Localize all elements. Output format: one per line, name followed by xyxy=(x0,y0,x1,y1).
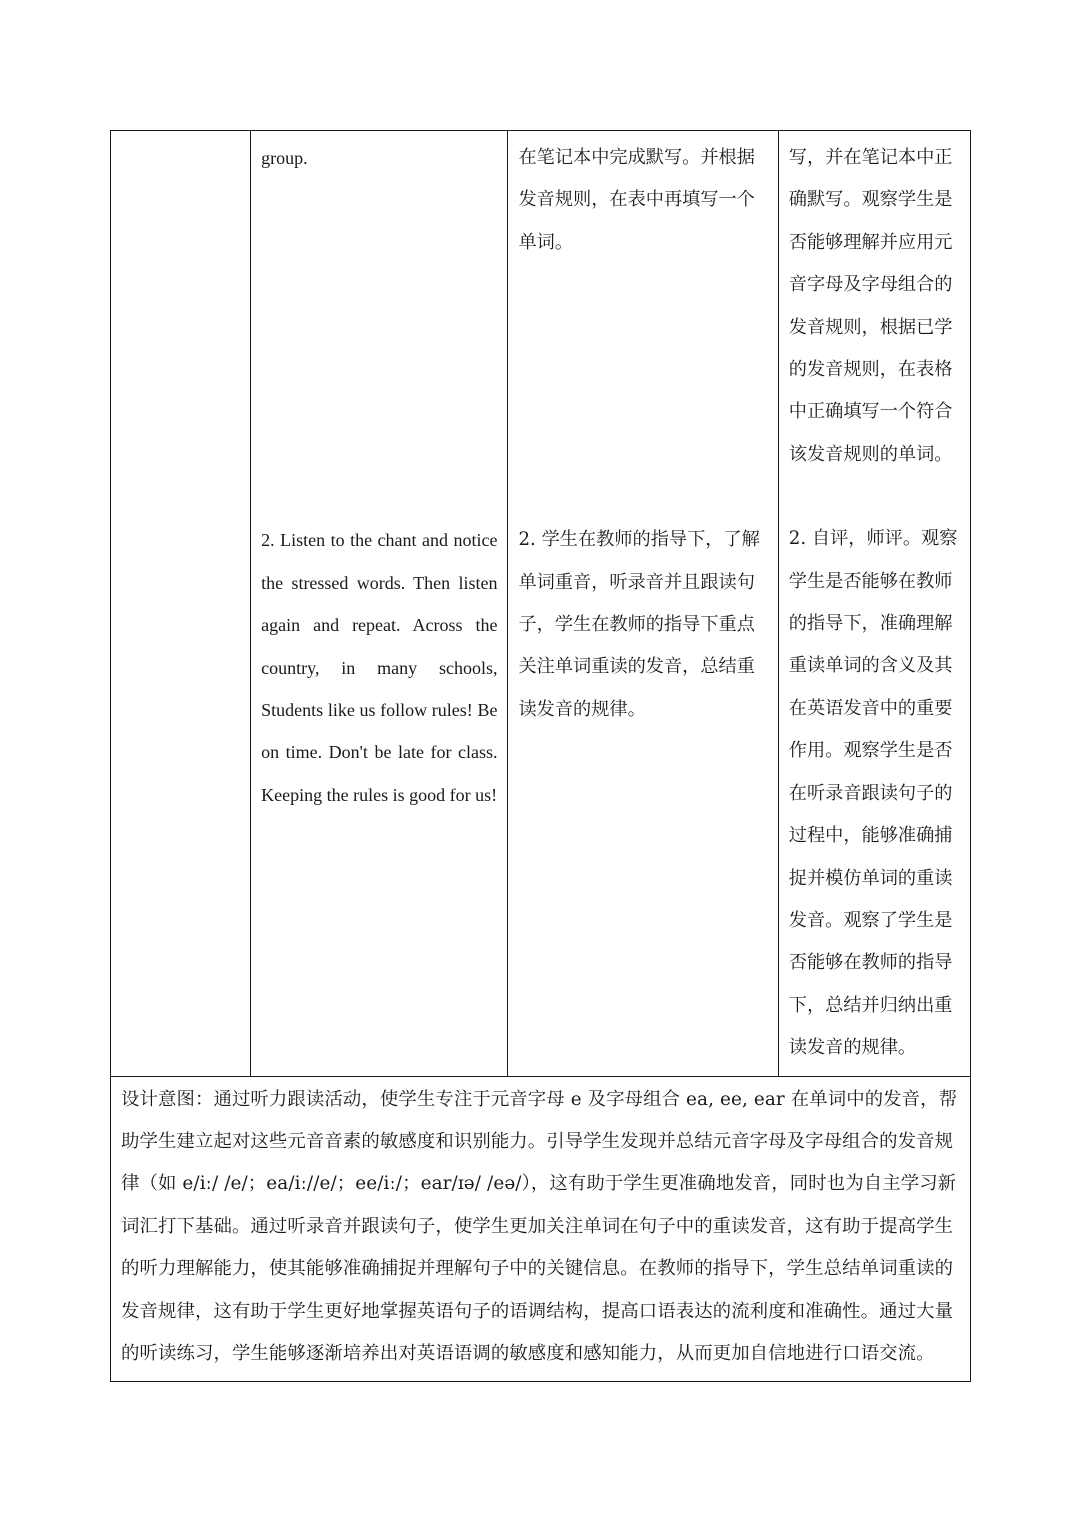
student-activity-part1: 在笔记本中完成默写。并根据发音规则，在表中再填写一个单词。 xyxy=(518,147,755,253)
lesson-plan-table xyxy=(110,130,971,1382)
stage-cell xyxy=(111,131,251,1077)
teaching-content-part1: group. xyxy=(261,148,308,168)
student-activity-cell xyxy=(508,131,778,1077)
assessment-part2: 2. 自评，师评。观察学生是否能够在教师的指导下，准确理解重读单词的含义及其在英语发音中的重要作用。观察学生是否在听录音跟读句子的过程中，能够准确捕捉并模仿单词的重读发音。观察了学生是否能够在教师的指导下，总结并归纳出重读发音的规律。 xyxy=(788,528,958,1059)
design-intent-cell xyxy=(111,1076,971,1382)
assessment-cell xyxy=(778,131,970,1077)
teaching-content-part2: 2. Listen to the chant and notice the stressed words. Then listen again and repeat. Across the country, in many schools, Students like us follow rules! Be on time. Don't be late for class. Keeping the rules is good for us! xyxy=(261,530,498,805)
activity-row xyxy=(111,131,971,1077)
student-activity-part2: 2. 学生在教师的指导下，了解单词重音，听录音并且跟读句子，学生在教师的指导下重点关注单词重读的发音，总结重读发音的规律。 xyxy=(518,529,760,720)
design-intent-text: 设计意图：通过听力跟读活动，使学生专注于元音字母 e 及字母组合 ea, ee, ear 在单词中的发音，帮助学生建立起对这些元音音素的敏感度和识别能力。引导学生发现并总结元音字母及字母组合的发音规律（如 e/iː/ /e/；ea/iː//e/；ee/iː/；ear/ɪə/ /eə/），这有助于学生更准确地发音，同时也为自主学习新词汇打下基础。通过听录音并跟读句子，使学生更加关注单词在句子中的重读发音，这有助于提高学生的听力理解能力，使其能够准确捕捉并理解句子中的关键信息。在教师的指导下，学生总结单词重读的发音规律，这有助于学生更好地掌握英语句子的语调结构，提高口语表达的流利度和准确性。通过大量的听读练习，学生能够逐渐培养出对英语语调的敏感度和感知能力，从而更加自信地进行口语交流。 xyxy=(121,1088,958,1364)
assessment-part1: 写，并在笔记本中正确默写。观察学生是否能够理解并应用元音字母及字母组合的发音规则，根据已学的发音规则，在表格中正确填写一个符合该发音规则的单词。 xyxy=(788,147,953,465)
stage-text xyxy=(111,131,250,143)
design-intent-row xyxy=(111,1076,971,1382)
teaching-content-cell xyxy=(251,131,508,1077)
